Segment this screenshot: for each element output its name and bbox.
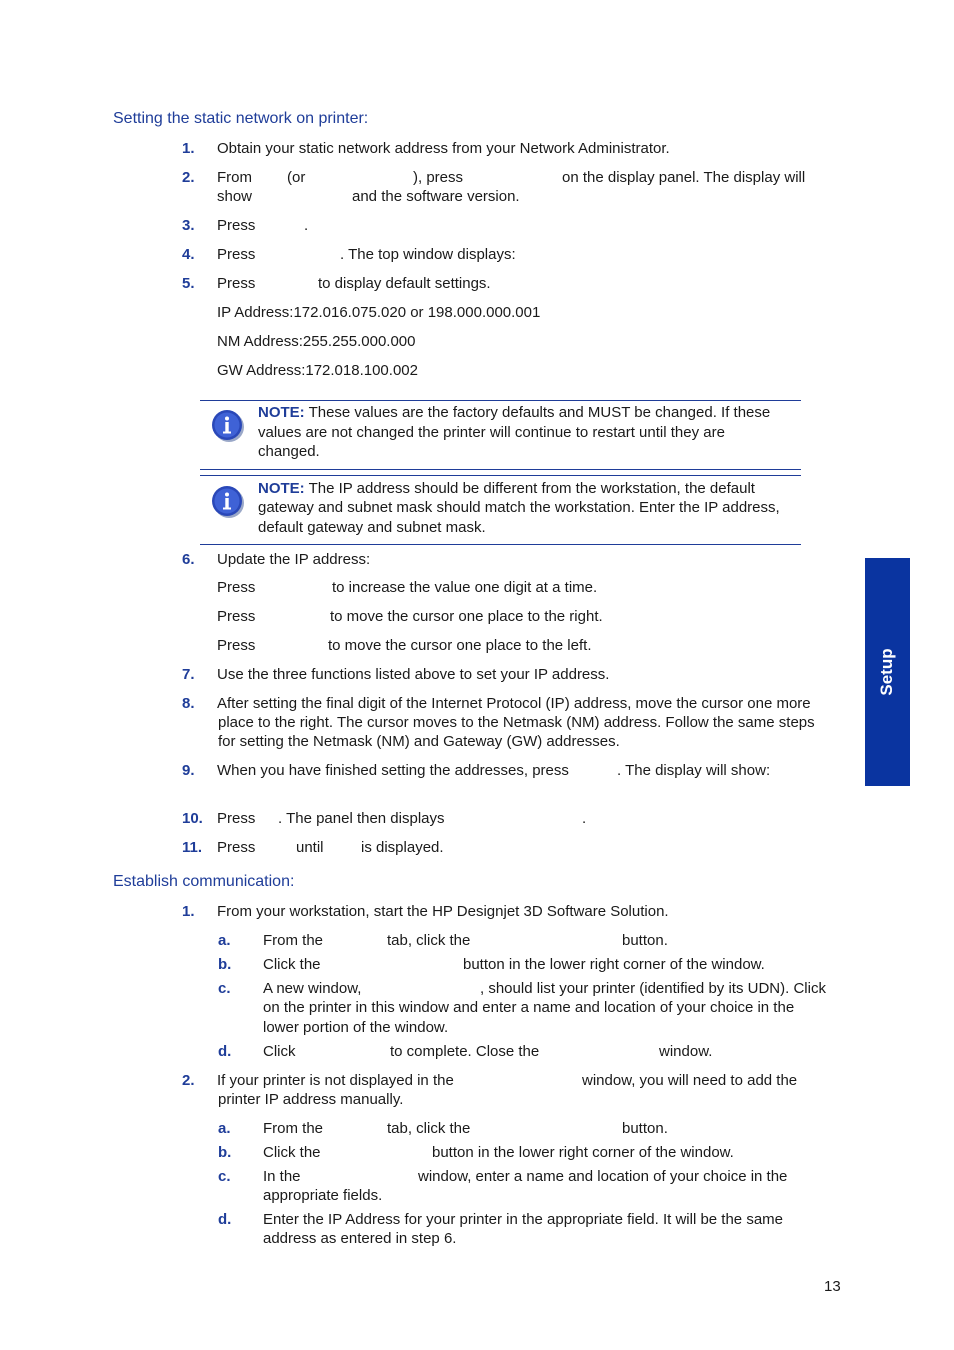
substep-text-fragment: tab, click the [387,1120,471,1137]
update-item-text: to move the cursor one place to the left. [328,637,592,654]
update-item-press: Press [217,608,256,625]
note-text-line: values are not changed the printer will continue to restart until they are [258,424,725,441]
section-heading-establish-communication: Establish communication: [113,873,295,890]
step-text: From your workstation, start the HP Designjet 3D Software Solution. [217,903,669,920]
step-number: 8. [182,695,195,712]
step-number: 1. [182,140,195,157]
update-item-text: to move the cursor one place to the right. [330,608,603,625]
step-text-fragment: ), press [413,169,464,186]
substep-letter: a. [218,1120,231,1137]
step-text-fragment: (or [287,169,306,186]
step-text-fragment: . The panel then displays [278,810,445,827]
note-top-rule [200,475,801,476]
step-text-fragment: Press [217,246,256,263]
step-number: 10. [182,810,203,827]
note-bottom-rule [200,544,801,545]
substep-text-fragment: From the [263,1120,324,1137]
step-text-fragment: show [217,188,253,205]
substep-text-fragment: to complete. Close the [390,1043,540,1060]
address-value: 255.255.000.000 [302,333,416,350]
step-text: Update the IP address: [217,551,371,568]
substep-text-line: on the printer in this window and enter a name and location of your choice in the [263,999,795,1016]
substep-letter: d. [218,1211,232,1228]
substep-letter: a. [218,932,231,949]
substep-text-fragment: button. [622,932,668,949]
note-top-rule [200,400,801,401]
note-label: NOTE: [258,404,305,421]
note-label: NOTE: [258,480,305,497]
step-number: 11. [182,839,203,856]
page-number: 13 [824,1278,841,1295]
step-text-fragment: . The display will show: [617,762,771,779]
step-text-line: printer IP address manually. [218,1091,404,1108]
note-text: These values are the factory defaults and MUST be changed. If these [308,404,771,421]
update-item-text: to increase the value one digit at a time. [332,579,598,596]
step-text-fragment: Press [217,275,256,292]
substep-text-line: address as entered in step 6. [263,1230,457,1247]
address-value: 172.018.100.002 [305,362,418,379]
step-text-fragment: Press [217,810,256,827]
section-heading-static-network: Setting the static network on printer: [113,110,369,127]
step-number: 9. [182,762,195,779]
update-item-press: Press [217,579,256,596]
note-text-line [258,479,755,498]
step-text-fragment: From [217,169,252,186]
step-text-fragment: window, you will need to add the [582,1072,798,1089]
address-label: IP Address: [217,304,294,321]
step-text-fragment: on the display panel. The display will [562,169,806,186]
step-text-fragment: to display default settings. [318,275,491,292]
update-item-press: Press [217,637,256,654]
note-bottom-rule [200,469,801,470]
step-text: Use the three functions listed above to set your IP address. [217,666,610,683]
substep-text-fragment: , should list your printer (identified by its UDN). Click [480,980,826,997]
note-text-line: default gateway and subnet mask. [258,519,486,536]
substep-text-fragment: window. [659,1043,713,1060]
step-number: 1. [182,903,195,920]
substep-text-fragment: button in the lower right corner of the window. [463,956,765,973]
substep-text-fragment: tab, click the [387,932,471,949]
substep-letter: c. [218,980,231,997]
substep-letter: b. [218,1144,232,1161]
section-side-tab [865,558,910,786]
default-gw-address [217,361,418,380]
address-label: NM Address: [217,333,303,350]
substep-text-fragment: From the [263,932,324,949]
step-number: 3. [182,217,195,234]
step-text-line: for setting the Netmask (NM) and Gateway (GW) addresses. [218,733,620,750]
substep-text-fragment: button in the lower right corner of the window. [432,1144,734,1161]
substep-text-fragment: In the [263,1168,301,1185]
substep-text-fragment: Click [263,1043,296,1060]
substep-text-fragment: Click the [263,1144,321,1161]
default-ip-address [217,303,540,322]
step-text-fragment: . The top window displays: [340,246,516,263]
step-number: 7. [182,666,195,683]
address-label: GW Address: [217,362,306,379]
substep-letter: d. [218,1043,232,1060]
note-text-line: changed. [258,443,320,460]
note-text: The IP address should be different from the workstation, the default [308,480,755,497]
substep-text-line: lower portion of the window. [263,1019,449,1036]
step-text-fragment: . [582,810,587,827]
note-text-line [258,403,770,422]
note-text-line: gateway and subnet mask should match the workstation. Enter the IP address, [258,499,780,516]
step-text-fragment: Press [217,839,256,856]
side-tab-label: Setup [877,648,896,696]
step-number: 6. [182,551,195,568]
info-icon [211,409,245,443]
substep-text-fragment: Click the [263,956,321,973]
step-number: 2. [182,169,195,186]
step-text-line: After setting the final digit of the Internet Protocol (IP) address, move the cursor one more [217,695,811,712]
substep-text-fragment: A new window, [263,980,362,997]
step-text-fragment: until [296,839,324,856]
step-text-fragment: When you have finished setting the addresses, press [217,762,569,779]
substep-text-line: Enter the IP Address for your printer in the appropriate field. It will be the same [263,1211,783,1228]
default-nm-address [217,332,416,351]
step-text-fragment: and the software version. [352,188,520,205]
substep-text-fragment: window, enter a name and location of your choice in the [418,1168,788,1185]
step-text-line: place to the right. The cursor moves to the Netmask (NM) address. Follow the same steps [218,714,815,731]
step-text-fragment: is displayed. [361,839,444,856]
info-icon [211,485,245,519]
address-value: 172.016.075.020 or 198.000.000.001 [293,304,541,321]
step-text-fragment: . [304,217,309,234]
substep-letter: b. [218,956,232,973]
step-text: Obtain your static network address from your Network Administrator. [217,140,670,157]
step-text-fragment: Press [217,217,256,234]
step-number: 2. [182,1072,195,1089]
substep-text-line: appropriate fields. [263,1187,383,1204]
step-number: 4. [182,246,195,263]
step-number: 5. [182,275,195,292]
substep-letter: c. [218,1168,231,1185]
substep-text-fragment: button. [622,1120,668,1137]
step-text-fragment: If your printer is not displayed in the [217,1072,454,1089]
